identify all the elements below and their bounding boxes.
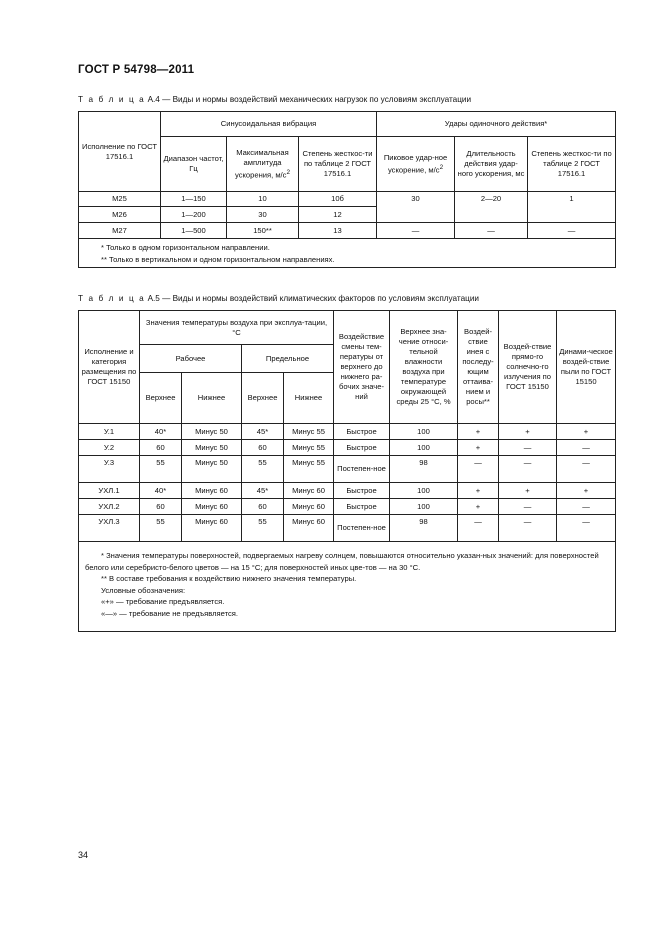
a5-header-dust: Динами-ческое воздей-ствие пыли по ГОСТ 15150	[557, 311, 616, 424]
table-cell: Минус 55	[284, 440, 334, 456]
table-cell: 2—20	[455, 192, 528, 223]
legend-item: «—» — требование не предъявляется.	[101, 608, 239, 618]
table-row	[79, 223, 616, 239]
a4-header-duration: Длительность действия удар-ного ускорения, мс	[455, 137, 528, 192]
table-cell: Быстрое	[334, 483, 390, 499]
table-cell: 100	[390, 440, 458, 456]
legend-title: Условные обозначения:	[101, 585, 186, 595]
table-row	[79, 456, 616, 483]
table-cell: —	[458, 456, 499, 483]
table-cell: +	[458, 440, 499, 456]
table-cell: 1—200	[161, 207, 227, 223]
table-cell: —	[557, 499, 616, 515]
table-cell: 150**	[227, 223, 299, 239]
a4-header-exec: Исполнение по ГОСТ 17516.1	[79, 112, 161, 192]
table-cell: Быстрое	[334, 440, 390, 456]
legend-item: «+» — требование предъявляется.	[101, 597, 225, 606]
table-cell: +	[458, 499, 499, 515]
table-a4-caption-lead: Т а б л и ц а	[78, 95, 146, 104]
table-cell: —	[557, 456, 616, 483]
table-cell: 1—150	[161, 192, 227, 207]
table-cell: Минус 50	[182, 424, 242, 440]
table-cell: У.1	[79, 424, 140, 440]
a5-header-work-lower: Нижнее	[182, 373, 242, 424]
a5-header-humidity: Верхнее зна-чение относи-тельной влажности воздуха при температуре окружающей среды 25 °С, %	[390, 311, 458, 424]
table-cell: 1	[528, 192, 616, 223]
table-cell: —	[528, 223, 616, 239]
table-cell: М25	[79, 192, 161, 207]
table-a5-caption-lead: Т а б л и ц а	[78, 294, 146, 303]
footnote: ** В составе требования к воздействию нижнего значения температуры.	[101, 574, 357, 583]
document-header: ГОСТ Р 54798—2011	[78, 64, 195, 76]
a4-header-maxamp: Максимальная амплитуда ускорения, $м/с^2$	[227, 137, 299, 192]
footnote: * Только в одном горизонтальном направлении.	[101, 243, 270, 252]
table-cell: 55	[242, 515, 284, 542]
table-cell: —	[499, 456, 557, 483]
a4-header-range: Диапазон частот, Гц	[161, 137, 227, 192]
table-cell: 55	[140, 456, 182, 483]
table-cell: М27	[79, 223, 161, 239]
table-cell: У.3	[79, 456, 140, 483]
table-cell: 55	[242, 456, 284, 483]
table-cell: 60	[140, 499, 182, 515]
a5-header-sun: Воздей-ствие прямо-го солнечно-го излучения по ГОСТ 15150	[499, 311, 557, 424]
table-cell: 60	[242, 440, 284, 456]
table-cell: 100	[390, 499, 458, 515]
table-cell: —	[377, 223, 455, 239]
table-cell: 60	[242, 499, 284, 515]
a5-header-limit-upper: Верхнее	[242, 373, 284, 424]
table-cell: 1—500	[161, 223, 227, 239]
table-cell: 30	[227, 207, 299, 223]
a5-header-limit: Предельное	[242, 345, 334, 373]
table-cell: Минус 60	[182, 483, 242, 499]
table-cell: УХЛ.1	[79, 483, 140, 499]
a4-header-sin: Синусоидальная вибрация	[161, 112, 377, 137]
table-cell: Минус 55	[284, 456, 334, 483]
table-cell: 45*	[242, 424, 284, 440]
page-number: 34	[78, 850, 89, 860]
table-cell: 55	[140, 515, 182, 542]
table-cell: 40*	[140, 483, 182, 499]
table-row	[79, 483, 616, 499]
table-cell: УХЛ.2	[79, 499, 140, 515]
footnote: ** Только в вертикальном и одном горизонтальном направлениях.	[101, 254, 335, 264]
a5-header-working: Рабочее	[140, 345, 242, 373]
table-cell: 100	[390, 483, 458, 499]
table-cell: Минус 60	[284, 499, 334, 515]
table-a4	[78, 111, 616, 268]
table-cell: Минус 50	[182, 440, 242, 456]
footnote: * Значения температуры поверхностей, подвергаемых нагреву солнцем, повышаются относительно указан-ных значений: для поверхностей белого или серебристо-белого цветов — на 15 °С; для поверхностей иных цве-тов — на 30 °С.	[85, 551, 599, 572]
table-cell: 98	[390, 515, 458, 542]
table-cell: 30	[377, 192, 455, 223]
table-a5	[78, 310, 616, 632]
table-cell: 60	[140, 440, 182, 456]
a5-footnotes	[79, 542, 616, 632]
table-cell: 13	[299, 223, 377, 239]
table-cell: Минус 60	[284, 483, 334, 499]
a4-header-shock: Удары одиночного действия*	[377, 112, 616, 137]
table-cell: Минус 50	[182, 456, 242, 483]
a4-footnotes	[79, 239, 616, 268]
table-row	[79, 424, 616, 440]
table-row	[79, 499, 616, 515]
table-cell: —	[557, 440, 616, 456]
table-row	[79, 440, 616, 456]
table-cell: Минус 60	[284, 515, 334, 542]
table-cell: 98	[390, 456, 458, 483]
table-cell: —	[458, 515, 499, 542]
a5-header-limit-lower: Нижнее	[284, 373, 334, 424]
table-cell: 12	[299, 207, 377, 223]
table-cell: —	[499, 515, 557, 542]
table-cell: Минус 55	[284, 424, 334, 440]
a5-header-change: Воздействие смены тем-пературы от верхнего до нижнего ра-бочих значе-ний	[334, 311, 390, 424]
table-a4-caption	[78, 95, 471, 104]
table-cell: УХЛ.3	[79, 515, 140, 542]
table-row	[79, 192, 616, 207]
a5-header-dew: Воздей-ствие инея с последу-ющим оттаива-нием и росы**	[458, 311, 499, 424]
table-cell: Минус 60	[182, 499, 242, 515]
table-cell: +	[499, 483, 557, 499]
table-cell: —	[557, 515, 616, 542]
table-cell: +	[458, 483, 499, 499]
table-a5-caption	[78, 294, 479, 303]
a4-header-peak: Пиковое удар-ное ускорение, $м/с^2$	[377, 137, 455, 192]
table-cell: 40*	[140, 424, 182, 440]
table-cell: М26	[79, 207, 161, 223]
table-cell: Быстрое	[334, 424, 390, 440]
a5-header-exec: Исполнение и категория размещения по ГОСТ 15150	[79, 311, 140, 424]
table-cell: 45*	[242, 483, 284, 499]
table-cell: 100	[390, 424, 458, 440]
table-row	[79, 515, 616, 542]
table-cell: 10	[227, 192, 299, 207]
table-cell: +	[557, 483, 616, 499]
a5-header-temp: Значения температуры воздуха при эксплуа-тации, °С	[140, 311, 334, 345]
table-cell: —	[499, 440, 557, 456]
table-a5-caption-text: А.5 — Виды и нормы воздействий климатических факторов по условиям эксплуатации	[145, 294, 479, 303]
table-cell: +	[499, 424, 557, 440]
table-cell: +	[557, 424, 616, 440]
a4-header-rigid1: Степень жесткос-ти по таблице 2 ГОСТ 17516.1	[299, 137, 377, 192]
table-cell: Постепен-ное	[334, 515, 390, 542]
table-cell: +	[458, 424, 499, 440]
table-cell: Быстрое	[334, 499, 390, 515]
a4-header-rigid2: Степень жесткос-ти по таблице 2 ГОСТ 17516.1	[528, 137, 616, 192]
a5-header-work-upper: Верхнее	[140, 373, 182, 424]
table-cell: У.2	[79, 440, 140, 456]
table-cell: Постепен-ное	[334, 456, 390, 483]
table-cell: —	[455, 223, 528, 239]
table-a4-caption-text: А.4 — Виды и нормы воздействий механических нагрузок по условиям эксплуатации	[145, 95, 472, 104]
table-cell: 10б	[299, 192, 377, 207]
table-cell: Минус 60	[182, 515, 242, 542]
table-cell: —	[499, 499, 557, 515]
